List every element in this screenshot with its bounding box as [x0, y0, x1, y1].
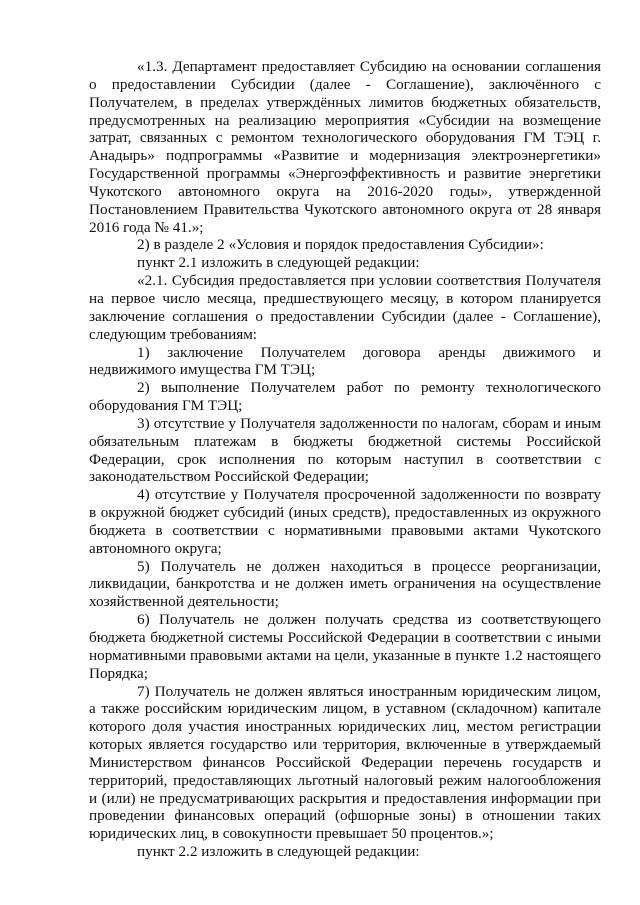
requirement-3: 3) отсутствие у Получателя задолженности по налогам, сборам и иным обязательным платежам в бюджеты бюджетной системы Российской Федерации, срок исполнения по которым наступил в соответствии с законодательством Российской Федерации; [89, 414, 601, 486]
paragraph-section-2: 2) в разделе 2 «Условия и порядок предоставления Субсидии»: [137, 236, 544, 254]
paragraph-2-1: «2.1. Субсидия предоставляется при условии соответствия Получателя на первое число месяца, предшествующего месяцу, в котором планируется заключение соглашения о предоставлении Субсидии (далее - Соглашение), следующим требованиям: [89, 272, 601, 343]
requirement-2: 2) выполнение Получателем работ по ремонту технологического оборудования ГМ ТЭЦ; [89, 379, 601, 415]
paragraph-point-2-2-intro: пункт 2.2 изложить в следующей редакции: [137, 843, 420, 861]
requirement-1: 1) заключение Получателем договора аренды движимого и недвижимого имущества ГМ ТЭЦ; [89, 343, 601, 379]
document-page [89, 58, 601, 861]
requirement-6: 6) Получатель не должен получать средства из соответствующего бюджета бюджетной системы Российской Федерации в соответствии с иными нормативными правовыми актами на цели, указанные в пункте 1.2 настоящего Порядка; [89, 611, 601, 682]
paragraph-point-2-1-intro: пункт 2.1 изложить в следующей редакции: [137, 254, 420, 272]
requirement-5: 5) Получатель не должен находиться в процессе реорганизации, ликвидации, банкротства и не должен иметь ограничения на осуществление хозяйственной деятельности; [89, 557, 601, 611]
requirement-4: 4) отсутствие у Получателя просроченной задолженности по возврату в окружной бюджет субсидий (иных средств), предоставленных из окружного бюджета в соответствии с нормативными правовыми актами Чукотского автономного округа; [89, 486, 601, 557]
requirement-7: 7) Получатель не должен являться иностранным юридическим лицом, а также российским юридическим лицом, в уставном (складочном) капитале которого доля участия иностранных юридических лиц, местом регистрации которых является государство или территория, включенные в утверждаемый Министерством финансов Российской Федерации перечень государств и территорий, предоставляющих льготный налоговый режим налогообложения и (или) не предусматривающих раскрытия и предоставления информации при проведении финансовых операций (офшорные зоны) в отношении таких юридических лиц, в совокупности превышает 50 процентов.»; [89, 682, 601, 843]
paragraph-1-3: «1.3. Департамент предоставляет Субсидию на основании соглашения о предоставлении Субсидии (далее - Соглашение), заключённого с Получателем, в пределах утверждённых лимитов бюджетных обязательств, предусмотренных на реализацию мероприятия «Субсидии на возмещение затрат, связанных с ремонтом технологического оборудования ГМ ТЭЦ г. Анадырь» подпрограммы «Развитие и модернизация электроэнергетики» Государственной программы «Энергоэффективность и развитие энергетики Чукотского автономного округа на 2016-2020 годы», утвержденной Постановлением Правительства Чукотского автономного округа от 28 января 2016 года № 41.»; [89, 58, 601, 236]
